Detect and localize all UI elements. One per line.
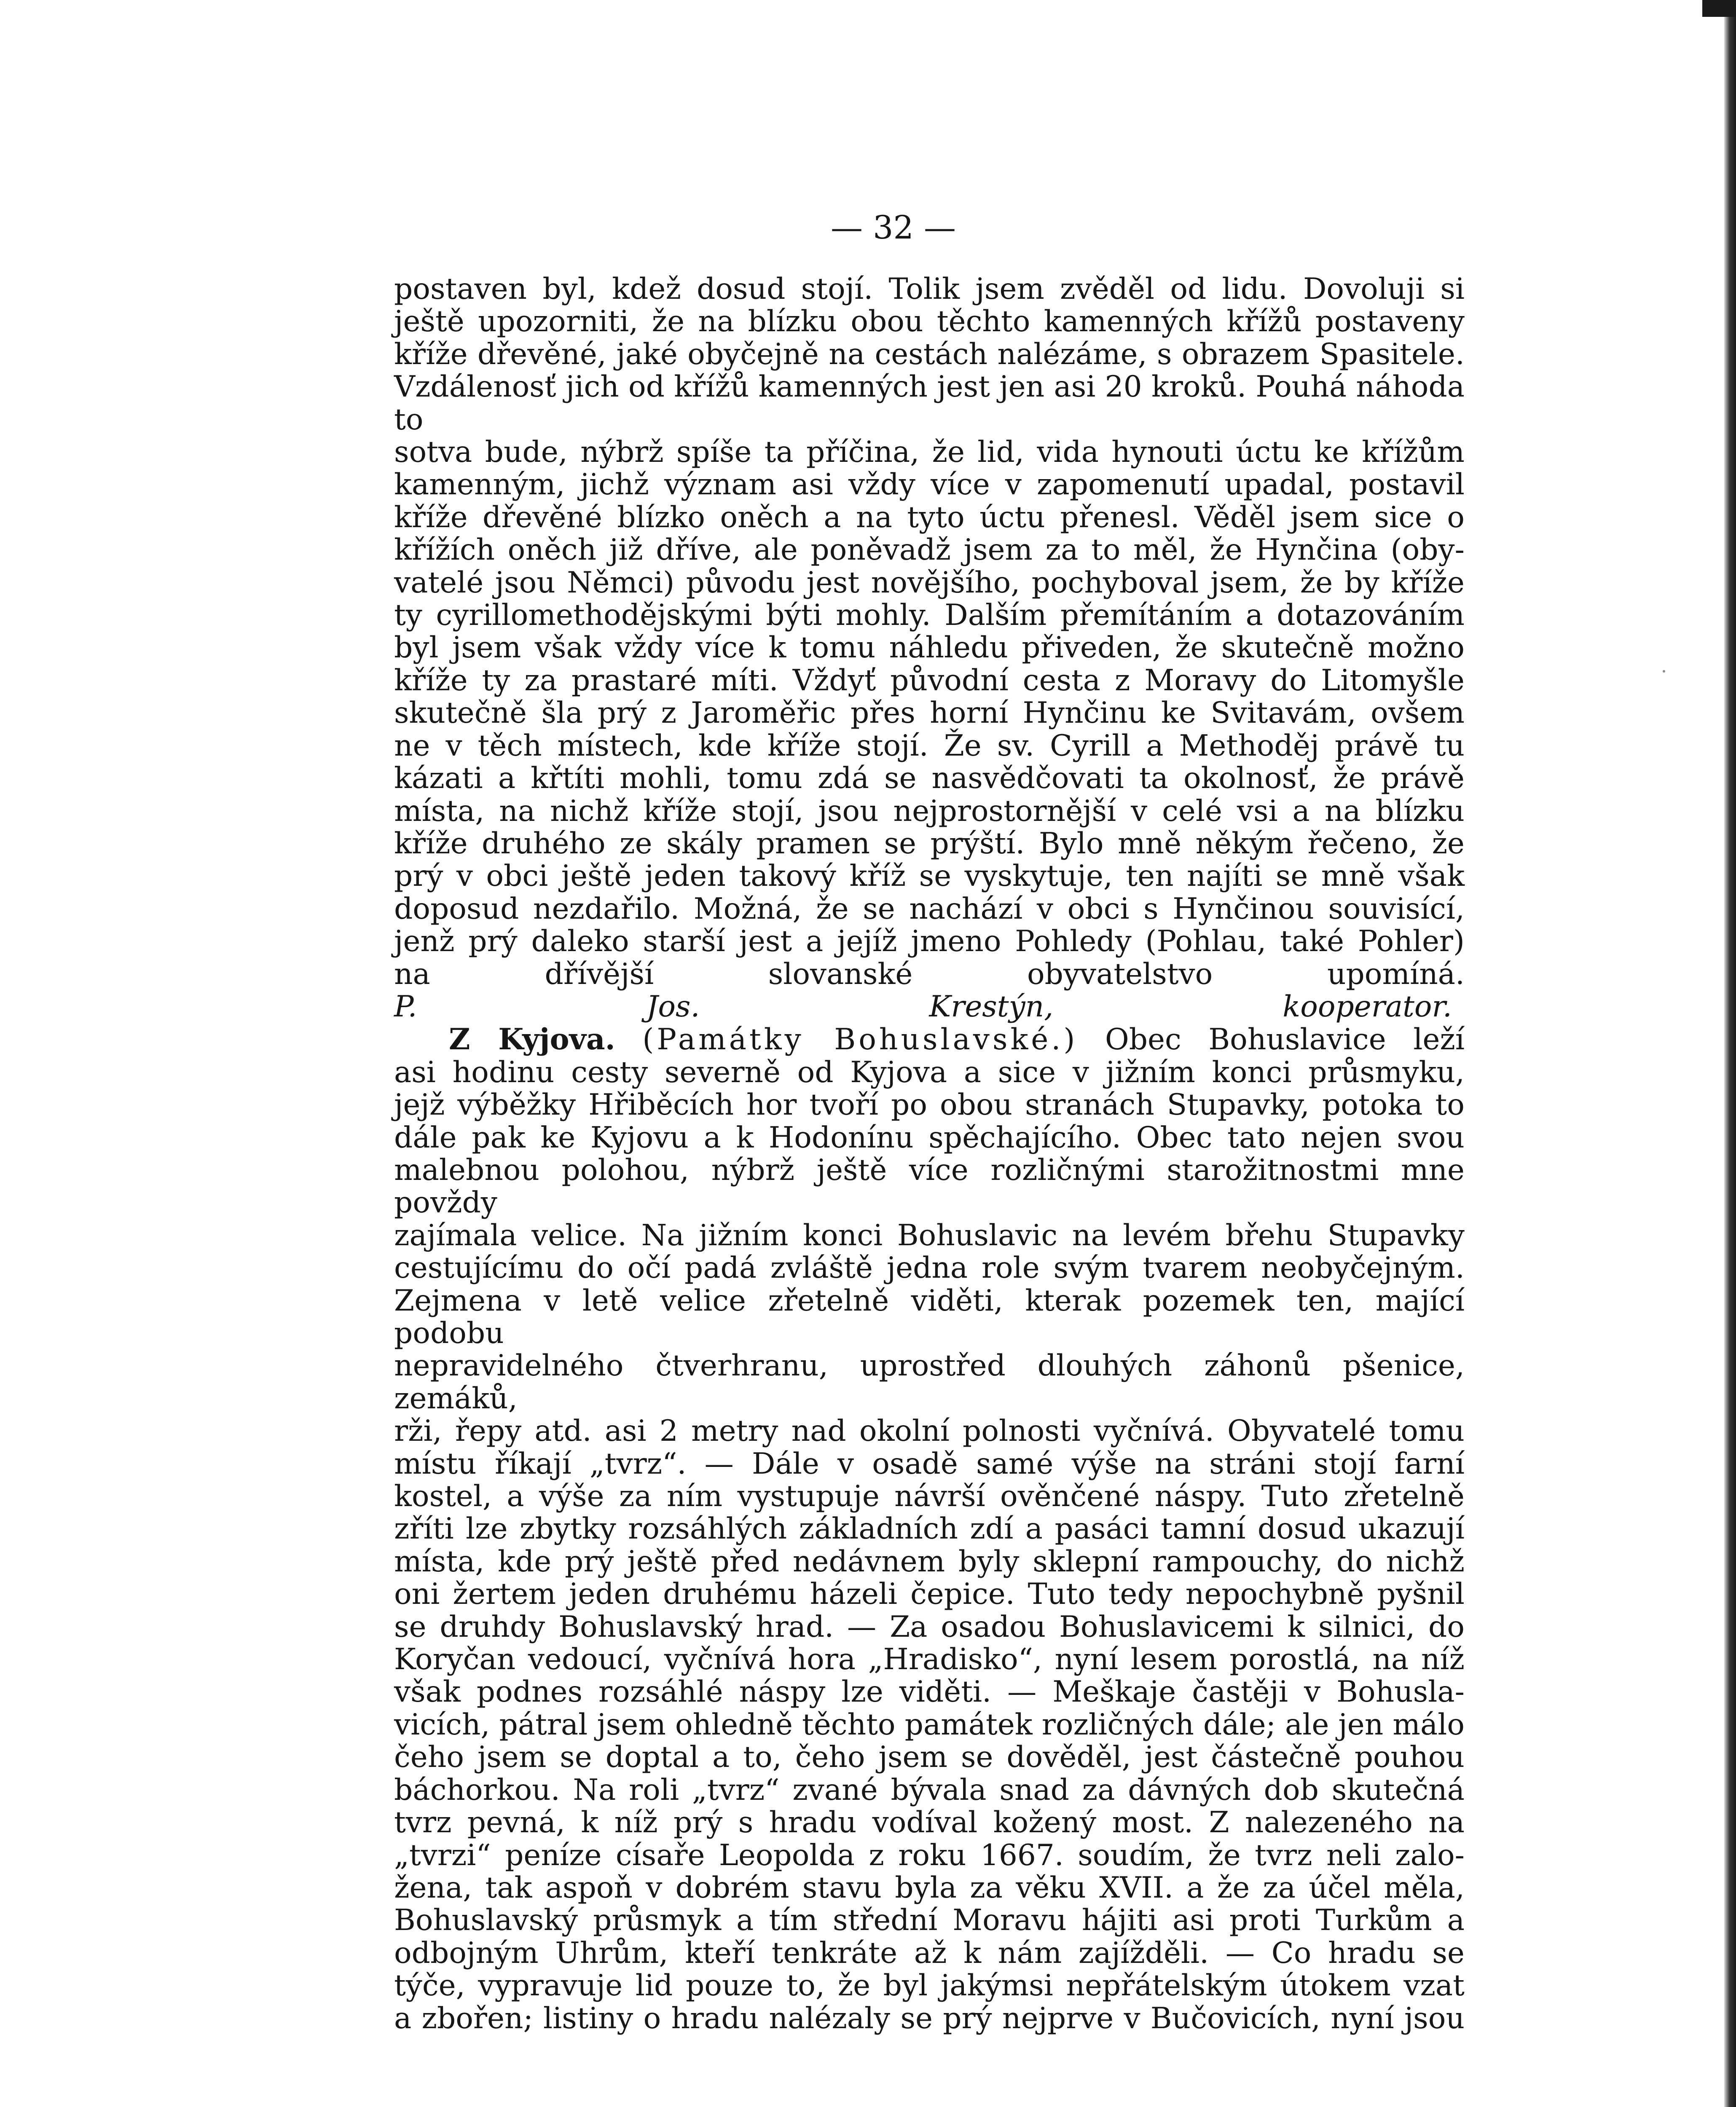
page-number: — 32 — — [830, 209, 956, 246]
text-line: kázati a křtíti mohli, tomu zdá se nasvědčovati ta okolnosť, že právě — [394, 761, 1465, 796]
text-line: kříže dřevěné, jaké obyčejně na cestách nalézáme, s obrazem Spasitele. — [394, 337, 1465, 371]
text-line: na dřívější slovanské obyvatelstvo upomíná. — [394, 957, 1465, 991]
text-line: jenž prý daleko starší jest a jejíž jmeno Pohledy (Pohlau, také Pohler) — [394, 925, 1465, 959]
text-line: Bohuslavský průsmyk a tím střední Moravu hájiti asi proti Turkům a — [394, 1903, 1465, 1938]
text-line: Vzdálenosť jich od křížů kamenných jest jen asi 20 kroků. Pouhá náhoda to — [394, 370, 1465, 437]
first-line-rest: Obec Bohuslavice leží — [1105, 1023, 1465, 1057]
text-line: a zbořen; listiny o hradu nalézaly se prý nejprve v Bučovicích, nyní jsou — [394, 2001, 1465, 2035]
text-line: sotva bude, nýbrž spíše ta příčina, že lid, vida hynouti úctu ke křížům — [394, 435, 1465, 469]
text-line: týče, vypravuje lid pouze to, že byl jakýmsi nepřátelským útokem vzat — [394, 1969, 1465, 2003]
text-line: tvrz pevná, k níž prý s hradu vodíval kožený most. Z nalezeného na — [394, 1806, 1465, 1840]
text-line: doposud nezdařilo. Možná, že se nachází v obci s Hynčinou souvisící, — [394, 892, 1465, 926]
section-heading: Z Kyjova. — [449, 1022, 615, 1057]
text-line: ty cyrillomethodějskými býti mohly. Dalším přemítáním a dotazováním — [394, 598, 1465, 633]
text-line: čeho jsem se doptal a to, čeho jsem se dověděl, jest částečně pouhou — [394, 1740, 1465, 1775]
text-line: kamenným, jichž význam asi vždy více v zapomenutí upadal, postavil — [394, 468, 1465, 502]
text-line: kříže dřevěné blízko oněch a na tyto úctu přenesl. Věděl jsem sice o — [394, 500, 1465, 534]
text-line: odbojným Uhrům, kteří tenkráte až k nám zajížděli. — Co hradu se — [394, 1936, 1465, 1970]
text-line: místa, kde prý ještě před nedávnem byly sklepní rampouchy, do nichž — [394, 1544, 1465, 1579]
text-line: báchorkou. Na roli „tvrz“ zvané bývala snad za dávných dob skutečná — [394, 1773, 1465, 1807]
text-line: vatelé jsou Němci) původu jest novějšího, pochyboval jsem, že by kříže — [394, 566, 1465, 600]
text-line: dále pak ke Kyjovu a k Hodonínu spěchajícího. Obec tato nejen svou — [394, 1121, 1465, 1155]
text-line: jejž výběžky Hřiběcích hor tvoří po obou stranách Stupavky, potoka to — [394, 1088, 1465, 1122]
text-line: asi hodinu cesty severně od Kyjova a sice v jižním konci průsmyku, — [394, 1055, 1465, 1089]
text-line: kříže druhého ze skály pramen se prýští. Bylo mně někým řečeno, že — [394, 826, 1465, 860]
author-signature: P. Jos. Krestýn, kooperator. — [394, 989, 1452, 1024]
text-line: kostel, a výše za ním vystupuje návrší ověnčené náspy. Tuto zřetelně — [394, 1480, 1465, 1514]
text-line: žena, tak aspoň v dobrém stavu byla za věku XVII. a že za účel měla, — [394, 1871, 1465, 1905]
text-line: „tvrzi“ peníze císaře Leopolda z roku 1667. soudím, že tvrz neli zalo- — [394, 1838, 1465, 1872]
text-line: prý v obci ještě jeden takový kříž se vyskytuje, ten najíti se mně však — [394, 859, 1465, 893]
text-line: Koryčan vedoucí, vyčnívá hora „Hradisko“, nyní lesem porostlá, na níž — [394, 1643, 1465, 1677]
text-line: místu říkají „tvrz“. — Dále v osadě samé výše na stráni stojí farní — [394, 1447, 1465, 1481]
section-subheading: (Památky Bohuslavské.) — [642, 1023, 1078, 1057]
text-line: však podnes rozsáhlé náspy lze viděti. — Meškaje častěji v Bohusla- — [394, 1675, 1465, 1709]
text-line: zajímala velice. Na jižním konci Bohuslavic na levém břehu Stupavky — [394, 1218, 1465, 1252]
text-line: cestujícímu do očí padá zvláště jedna role svým tvarem neobyčejným. — [394, 1251, 1465, 1285]
text-line: kříže ty za prastaré míti. Vždyť původní cesta z Moravy do Litomyšle — [394, 663, 1465, 697]
text-line: křížích oněch již dříve, ale poněvadž jsem za to měl, že Hynčina (oby- — [394, 533, 1465, 567]
scan-speck — [1663, 670, 1665, 673]
text-line: byl jsem však vždy více k tomu náhledu přiveden, že skutečně možno — [394, 631, 1465, 665]
text-line: zříti lze zbytky rozsáhlých základních zdí a pasáci tamní dosud ukazují — [394, 1512, 1465, 1546]
text-line: ještě upozorniti, že na blízku obou těchto kamenných křížů postaveny — [394, 305, 1465, 339]
paragraph-hyncina — [394, 273, 1465, 991]
scan-edge — [1724, 0, 1736, 2107]
text-line: Zejmena v letě velice zřetelně viděti, kterak pozemek ten, mající podobu — [394, 1284, 1465, 1350]
text-line: vicích, pátral jsem ohledně těchto památek rozličných dále; ale jen málo — [394, 1708, 1465, 1742]
text-line: malebnou polohou, nýbrž ještě více rozličnými starožitnostmi mne povždy — [394, 1153, 1465, 1220]
text-line: ne v těch místech, kde kříže stojí. Že sv. Cyrill a Methoděj právě tu — [394, 729, 1465, 763]
scan-corner — [1702, 0, 1736, 17]
text-line: se druhdy Bohuslavský hrad. — Za osadou Bohuslavicemi k silnici, do — [394, 1610, 1465, 1644]
text-line: oni žertem jeden druhému házeli čepice. Tuto tedy nepochybně pyšnil — [394, 1577, 1465, 1611]
text-line: nepravidelného čtverhranu, uprostřed dlouhých záhonů pšenice, zemáků, — [394, 1349, 1465, 1415]
text-line: místa, na nichž kříže stojí, jsou nejprostornější v celé vsi a na blízku — [394, 794, 1465, 828]
text-line: skutečně šla prý z Jaroměřic přes horní Hynčinu ke Svitavám, ovšem — [394, 696, 1465, 730]
article-text — [394, 273, 1465, 2035]
text-line: rži, řepy atd. asi 2 metry nad okolní polnosti vyčnívá. Obyvatelé tomu — [394, 1414, 1465, 1448]
paragraph-kyjov — [394, 1023, 1465, 2035]
paragraph-kyjov-first-line — [394, 1023, 1465, 1056]
text-line: postaven byl, kdež dosud stojí. Tolik jsem zvěděl od lidu. Dovoluji si — [394, 272, 1465, 306]
